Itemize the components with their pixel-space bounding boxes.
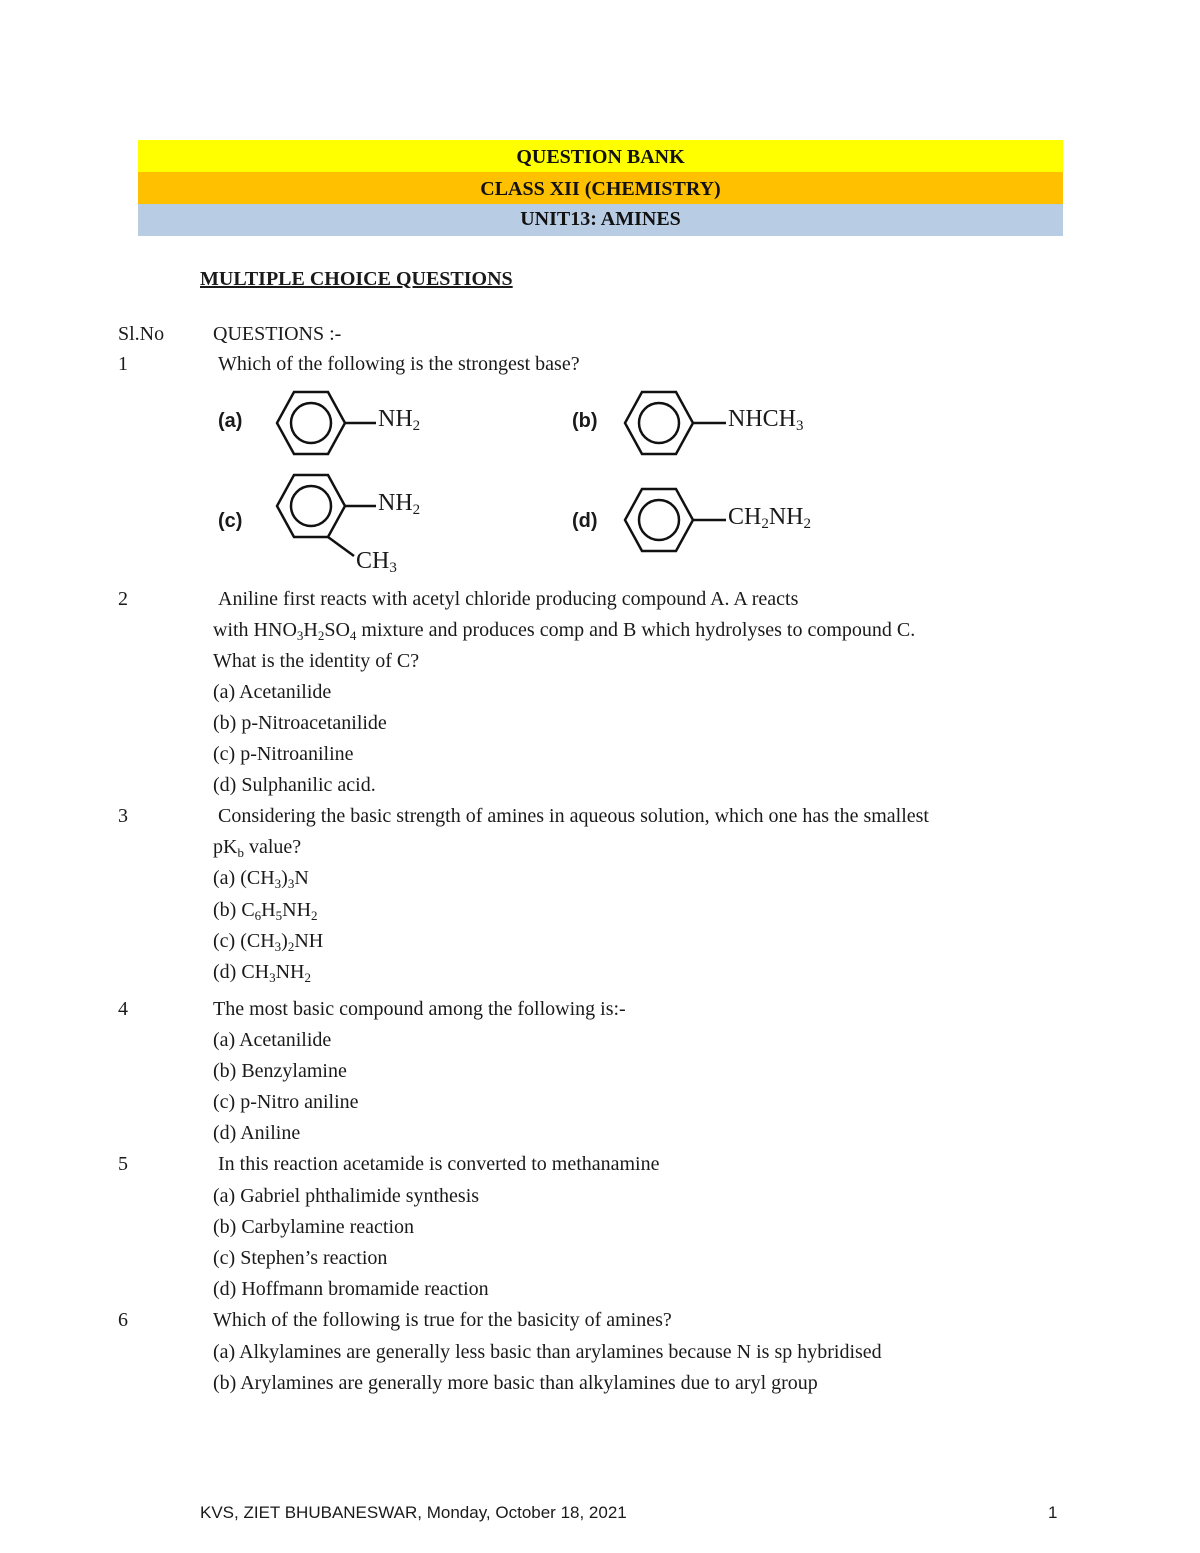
chemical-group: $NH_2$	[378, 406, 421, 434]
column-header-slno: Sl.No	[118, 323, 165, 345]
answer-option: (c) p-Nitro aniline	[213, 1091, 359, 1113]
answer-option: (a) Alkylamines are generally less basic than arylamines because N is sp hybridised	[213, 1341, 882, 1363]
title-band-class	[138, 172, 1063, 204]
benzene-ring-diagram	[268, 387, 378, 459]
answer-option: (b) $C_6H_5NH_2$	[213, 899, 318, 923]
answer-option: (b) Arylamines are generally more basic than alkylamines due to aryl group	[213, 1372, 818, 1394]
question-number: 1	[118, 353, 128, 375]
question-text: Aniline first reacts with acetyl chloride producing compound A. A reacts	[218, 588, 799, 610]
question-text: In this reaction acetamide is converted to methanamine	[218, 1153, 660, 1175]
title-band-unit	[138, 204, 1063, 236]
question-text: Considering the basic strength of amines in aqueous solution, which one has the smallest	[218, 805, 929, 827]
answer-option: (b) Benzylamine	[213, 1060, 347, 1082]
chemical-group: $NH_2$	[378, 490, 421, 518]
question-text: Which of the following is the strongest base?	[218, 353, 580, 375]
benzene-ring-diagram	[616, 484, 728, 556]
answer-option: (b) Carbylamine reaction	[213, 1216, 415, 1238]
question-number: 5	[118, 1153, 128, 1175]
column-header-questions: QUESTIONS :-	[213, 323, 342, 345]
question-text: The most basic compound among the following is:-	[213, 998, 626, 1020]
option-label: (d)	[572, 510, 598, 532]
benzene-ring-diagram	[616, 387, 728, 459]
question-text: $pK_b$ value?	[213, 836, 302, 860]
answer-option: (a) Acetanilide	[213, 681, 332, 703]
chemical-group: $NHCH_3$	[728, 406, 804, 434]
option-label: (b)	[572, 410, 598, 432]
chemical-group: $CH_2NH_2$	[728, 504, 812, 532]
title-unit: UNIT13: AMINES	[520, 208, 681, 230]
answer-option: (d) $CH_3NH_2$	[213, 961, 311, 985]
question-text: Which of the following is true for the basicity of amines?	[213, 1309, 672, 1331]
section-heading: MULTIPLE CHOICE QUESTIONS	[200, 268, 513, 290]
answer-option: (a) $(CH_3)_3N$	[213, 867, 309, 891]
question-number: 4	[118, 998, 128, 1020]
question-text: with $HNO_3H_2SO_4$ mixture and produces comp and B which hydrolyses to compound C.	[213, 619, 916, 643]
page-number: 1	[1048, 1503, 1058, 1522]
answer-option: (a) Gabriel phthalimide synthesis	[213, 1185, 480, 1207]
answer-option: (c) $(CH_3)_2NH$	[213, 930, 324, 954]
option-label: (c)	[218, 510, 243, 532]
title-class: CLASS XII (CHEMISTRY)	[480, 178, 721, 200]
answer-option: (d) Hoffmann bromamide reaction	[213, 1278, 489, 1300]
question-number: 2	[118, 588, 128, 610]
answer-option: (c) p-Nitroaniline	[213, 743, 354, 765]
option-label: (a)	[218, 410, 243, 432]
answer-option: (b) p-Nitroacetanilide	[213, 712, 387, 734]
chemical-substituent: $CH_3$	[356, 548, 397, 576]
answer-option: (c) Stephen’s reaction	[213, 1247, 388, 1269]
question-text: What is the identity of C?	[213, 650, 420, 672]
answer-option: (d) Aniline	[213, 1122, 301, 1144]
answer-option: (d) Sulphanilic acid.	[213, 774, 376, 796]
question-number: 3	[118, 805, 128, 827]
title-band-question-bank	[138, 140, 1063, 172]
answer-option: (a) Acetanilide	[213, 1029, 332, 1051]
question-number: 6	[118, 1309, 128, 1331]
page-footer: KVS, ZIET BHUBANESWAR, Monday, October 18, 2021	[200, 1503, 627, 1522]
title-question-bank: QUESTION BANK	[516, 146, 685, 168]
